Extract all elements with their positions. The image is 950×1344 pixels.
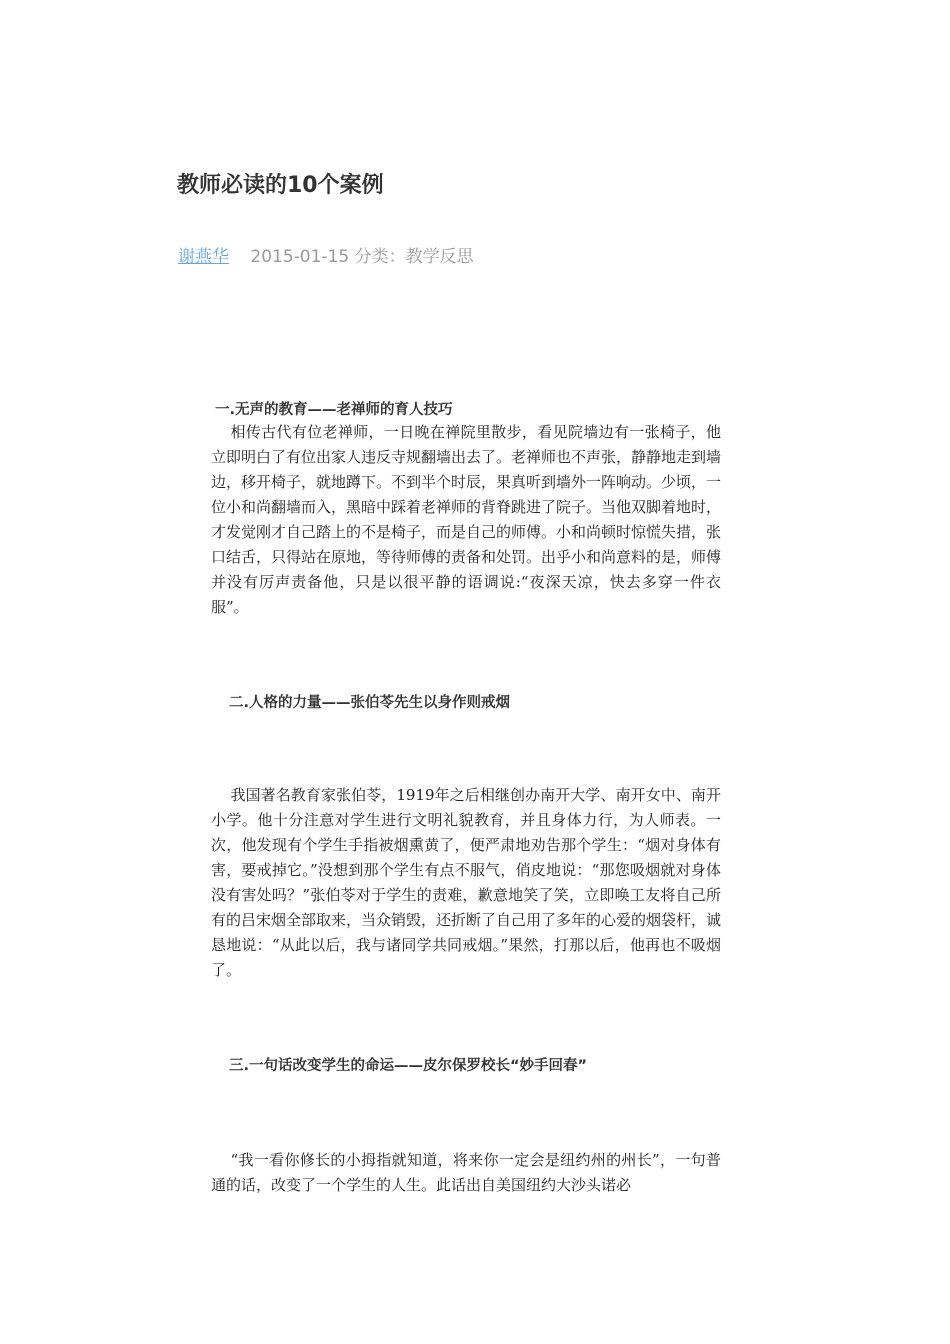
section-1-body-block (211, 420, 721, 620)
section-3-heading: 三.一句话改变学生的命运——皮尔保罗校长“妙手回春” (229, 1058, 588, 1074)
section-2-heading: 二.人格的力量——张伯苓先生以身作则戒烟 (229, 695, 511, 711)
article-title: 教师必读的10个案例 (177, 173, 384, 198)
section-2-body: 我国著名教育家张伯苓，1919年之后相继创办南开大学、南开女中、南开小学。他十分注意对学生进行文明礼貌教育，并且身体力行，为人师表。一次，他发现有个学生手指被烟熏黄了，便严肃地劝告那个学生：“烟对身体有害，要戒掉它。”没想到那个学生有点不服气，俏皮地说：“那您吸烟就对身体没有害处吗？”张伯苓对于学生的责难，歉意地笑了笑，立即唤工友将自己所有的吕宋烟全部取来，当众销毁，还折断了自己用了多年的心爱的烟袋杆，诚恳地说：“从此以后，我与诸同学共同戒烟。”果然，打那以后，他再也不吸烟了。 (211, 786, 722, 979)
author-link[interactable]: 谢燕华 (178, 247, 229, 267)
category-label: 分类：教学反思 (354, 247, 474, 267)
section-3-body-block (211, 1148, 721, 1198)
section-1-body: 相传古代有位老禅师，一日晚在禅院里散步，看见院墙边有一张椅子，他立即明白了有位出家人违反寺规翻墙出去了。老禅师也不声张，静静地走到墙边，移开椅子，就地蹲下。不到半个时辰，果真听到墙外一阵响动。少顷，一位小和尚翻墙而入，黑暗中踩着老禅师的背脊跳进了院子。当他双脚着地时，才发觉刚才自己踏上的不是椅子，而是自己的师傅。小和尚顿时惊慌失措，张口结舌，只得站在原地，等待师傅的责备和处罚。出乎小和尚意料的是，师傅并没有厉声责备他，只是以很平静的语调说:“夜深天凉，快去多穿一件衣服”。 (211, 423, 722, 616)
section-3-body: “我一看你修长的小拇指就知道，将来你一定会是纽约州的州长”，一句普通的话，改变了一个学生的人生。此话出自美国纽约大沙头诺必 (211, 1151, 721, 1194)
article-meta (178, 242, 474, 267)
publish-date: 2015-01-15 (250, 247, 350, 267)
section-2-body-block (211, 783, 721, 983)
section-1-heading: 一.无声的教育——老禅师的育人技巧 (215, 402, 453, 418)
